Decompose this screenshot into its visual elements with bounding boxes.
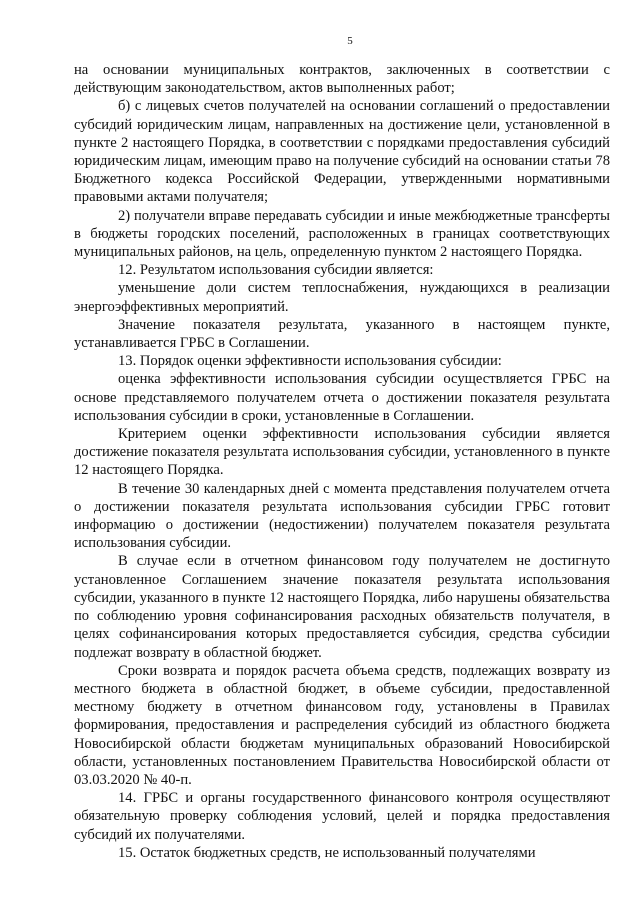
- paragraph-section-15: 15. Остаток бюджетных средств, не использованный получателями: [118, 844, 536, 861]
- paragraph-item-2: 2) получатели вправе передавать субсидии и иные межбюджетные трансферты в бюджеты городских поселений, расположенных в границах соответствующих муниципальных районов, на цель, определенную пунктом 2 настоящего Порядка.: [74, 207, 610, 261]
- paragraph-refund-case: В случае если в отчетном финансовом году получателем не достигнуто установленное Соглашением значение показателя результата использования субсидии, указанного в пункте 12 настоящего Порядка, либо нарушены обязательства по соблюдению уровня софинансирования расходных обязательств получателя, в целях софинансирования которых предоставляется субсидия, средства субсидии подлежат возврату в областной бюджет.: [74, 553, 610, 661]
- paragraph-result-description: уменьшение доли систем теплоснабжения, нуждающихся в реализации энергоэффективных мероприятий.: [74, 280, 610, 315]
- paragraph-refund-terms: Сроки возврата и порядок расчета объема средств, подлежащих возврату из местного бюджета в областной бюджет, в объеме субсидии, предоставленной местному бюджету в отчетном финансовом году, установлены в Правилах формирования, предоставления и распределения субсидий из областного бюджета Новосибирской области бюджетам муниципальных образований Новосибирской области, установленных постановлением Правительства Новосибирской области от 03.03.2020 № 40-п.: [74, 662, 610, 788]
- paragraph-evaluation: оценка эффективности использования субсидии осуществляется ГРБС на основе представляемого получателем отчета о достижении показателя результата использования субсидии в сроки, установленные в Соглашении.: [74, 371, 610, 424]
- paragraph-criterion: Критерием оценки эффективности использования субсидии является достижение показателя результата использования субсидии, установленного в пункте 12 настоящего Порядка.: [74, 426, 610, 479]
- paragraph-30-days: В течение 30 календарных дней с момента представления получателем отчета о достижении показателя результата использования субсидии ГРБС готовит информацию о достижении (недостижении) получателем показателя результата использования субсидии.: [74, 480, 610, 552]
- page-number: 5: [347, 35, 353, 47]
- paragraph-section-12-heading: 12. Результатом использования субсидии является:: [118, 262, 434, 279]
- paragraph-item-b: б) с лицевых счетов получателей на основании соглашений о предоставлении субсидий юридическим лицам, направленных на достижение цели, установленной в пункте 2 настоящего Порядка, в соответствии с порядками предоставления субсидий юридическим лицам, имеющим право на получение субсидий на основании статьи 78 Бюджетного кодекса Российской Федерации, утвержденными нормативными правовыми актами получателя;: [74, 98, 610, 206]
- paragraph-section-13-heading: 13. Порядок оценки эффективности использования субсидии:: [118, 353, 502, 370]
- paragraph-section-14: 14. ГРБС и органы государственного финансового контроля осуществляют обязательную проверку соблюдения условий, целей и порядка предоставления субсидий их получателями.: [74, 790, 610, 843]
- paragraph-result-value: Значение показателя результата, указанного в настоящем пункте, устанавливается ГРБС в Соглашении.: [74, 316, 610, 352]
- paragraph-continuation: на основании муниципальных контрактов, заключенных в соответствии с действующим законодательством, актов выполненных работ;: [74, 62, 610, 97]
- document-page: [74, 34, 610, 862]
